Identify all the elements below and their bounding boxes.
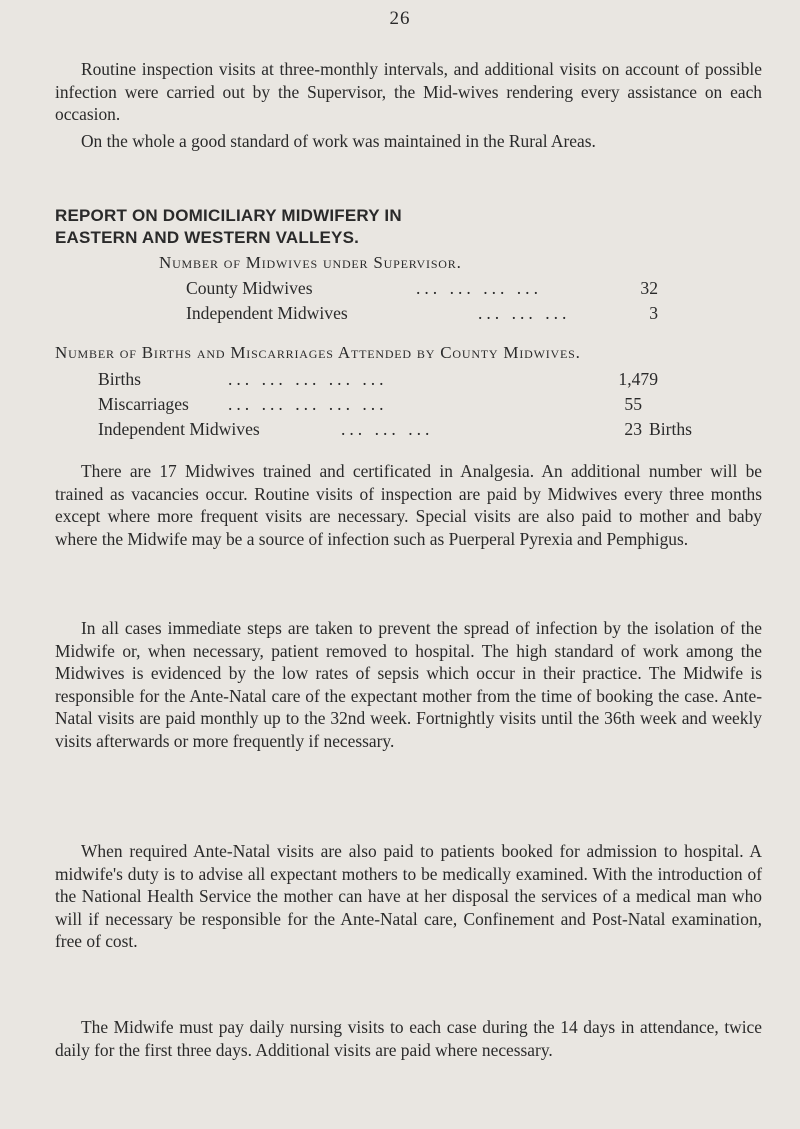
- table-row-independent-midwives: [186, 303, 666, 327]
- row-dots: ... ... ...: [341, 419, 434, 439]
- row-dots: ... ... ... ... ...: [228, 369, 388, 389]
- row-value: 1,479: [618, 369, 658, 389]
- row-suffix: Births: [649, 419, 693, 439]
- intro-paragraph-routine-inspection: Routine inspection visits at three-monthly intervals, and additional visits on account of possible infection were carried out by the Supervisor, the Mid-wives rendering every assistance on each occasion.: [55, 59, 762, 124]
- table-row-independent-midwives-births: [98, 419, 738, 443]
- row-label: County Midwives: [186, 278, 313, 298]
- row-dots: ... ... ...: [478, 303, 571, 323]
- report-heading-line-1: REPORT ON DOMICILIARY MIDWIFERY IN: [55, 206, 402, 225]
- paragraph-infection-prevention: In all cases immediate steps are taken to prevent the spread of infection by the isolation of the Midwife or, when necessary, patient removed to hospital. The high standard of work among the Midwives is evidenced by the low rates of sepsis which occur in their practice. The Midwife is responsible for the Ante-Natal care of the expectant mother from the time of booking the case. Ante-Natal visits are paid monthly up to the 32nd week. Fortnightly visits until the 36th week and weekly visits afterwards or more frequently if necessary.: [55, 618, 762, 751]
- supervisor-table-title: Number of Midwives under Supervisor.: [159, 253, 462, 272]
- table-row-births: [98, 369, 698, 393]
- row-value: 3: [649, 303, 658, 323]
- paragraph-ante-natal-visits: When required Ante-Natal visits are also paid to patients booked for admission to hospital. A midwife's duty is to advise all expectant mothers to be medically examined. With the introduction of the National Health Service the mother can have at her disposal the services of a medical man who will if necessary be responsible for the Ante-Natal care, Confinement and Post-Natal examination, free of cost.: [55, 841, 762, 951]
- row-label: Independent Midwives: [98, 419, 260, 439]
- paragraph-analgesia-training: There are 17 Midwives trained and certificated in Analgesia. An additional number will be trained as vacancies occur. Routine visits of inspection are paid by Midwives every three months except where more frequent visits are necessary. Special visits are also paid to mother and baby where the Midwife may be a source of infection such as Puerperal Pyrexia and Pemphigus.: [55, 461, 762, 549]
- row-value: 23: [624, 419, 642, 439]
- table-row-county-midwives: [186, 278, 666, 302]
- row-value: 55: [624, 394, 642, 414]
- report-heading-line-2: EASTERN AND WESTERN VALLEYS.: [55, 228, 360, 247]
- row-label: Independent Midwives: [186, 303, 348, 323]
- row-label: Miscarriages: [98, 394, 189, 414]
- row-value: 32: [640, 278, 658, 298]
- paragraph-daily-nursing-visits: The Midwife must pay daily nursing visits to each case during the 14 days in attendance, twice daily for the first three days. Additional visits are paid where necessary.: [55, 1017, 762, 1060]
- row-dots: ... ... ... ... ...: [228, 394, 388, 414]
- table-row-miscarriages: [98, 394, 698, 418]
- births-table-title: Number of Births and Miscarriages Attended by County Midwives.: [55, 343, 581, 362]
- intro-paragraph-rural-areas: On the whole a good standard of work was maintained in the Rural Areas.: [81, 131, 596, 151]
- page-number: 26: [389, 8, 411, 29]
- row-label: Births: [98, 369, 142, 389]
- row-dots: ... ... ... ...: [416, 278, 542, 298]
